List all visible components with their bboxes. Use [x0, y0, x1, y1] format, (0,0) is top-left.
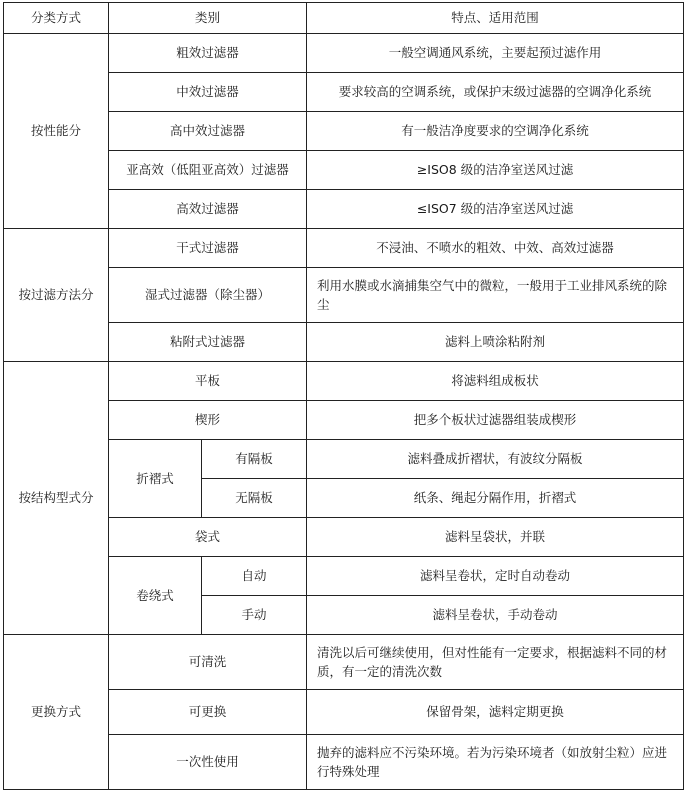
- category-cell: 高中效过滤器: [109, 112, 307, 151]
- category-cell: 高效过滤器: [109, 190, 307, 229]
- category-cell: 一次性使用: [109, 735, 307, 790]
- header-classification: 分类方式: [4, 3, 109, 34]
- header-row: [4, 3, 684, 34]
- category-cell: 卷绕式: [109, 557, 202, 635]
- feature-cell: 有一般洁净度要求的空调净化系统: [307, 112, 684, 151]
- feature-cell: 滤料叠成折褶状，有波纹分隔板: [307, 440, 684, 479]
- category-cell: 粘附式过滤器: [109, 323, 307, 362]
- feature-cell: 利用水膜或水滴捕集空气中的微粒，一般用于工业排风系统的除尘: [307, 268, 684, 323]
- feature-cell: 纸条、绳起分隔作用，折褶式: [307, 479, 684, 518]
- subcategory-cell: 手动: [202, 596, 307, 635]
- feature-cell: 要求较高的空调系统，或保护末级过滤器的空调净化系统: [307, 73, 684, 112]
- category-cell: 粗效过滤器: [109, 34, 307, 73]
- group-filter-method: 按过滤方法分: [4, 229, 109, 362]
- feature-cell: 清洗以后可继续使用，但对性能有一定要求，根据滤料不同的材质，有一定的清洗次数: [307, 635, 684, 690]
- category-cell: 袋式: [109, 518, 307, 557]
- feature-cell: 抛弃的滤料应不污染环境。若为污染环境者（如放射尘粒）应进行特殊处理: [307, 735, 684, 790]
- feature-cell: ≥ISO8 级的洁净室送风过滤: [307, 151, 684, 190]
- group-performance: 按性能分: [4, 34, 109, 229]
- feature-cell: 不浸油、不喷水的粗效、中效、高效过滤器: [307, 229, 684, 268]
- subcategory-cell: 自动: [202, 557, 307, 596]
- table-row: [4, 229, 684, 268]
- header-feature: 特点、适用范围: [307, 3, 684, 34]
- category-cell: 可清洗: [109, 635, 307, 690]
- header-category: 类别: [109, 3, 307, 34]
- category-cell: 楔形: [109, 401, 307, 440]
- feature-cell: 将滤料组成板状: [307, 362, 684, 401]
- feature-cell: 滤料呈卷状，定时自动卷动: [307, 557, 684, 596]
- subcategory-cell: 无隔板: [202, 479, 307, 518]
- category-cell: 折褶式: [109, 440, 202, 518]
- category-cell: 可更换: [109, 690, 307, 735]
- category-cell: 干式过滤器: [109, 229, 307, 268]
- feature-cell: 滤料上喷涂粘附剂: [307, 323, 684, 362]
- table-row: [4, 635, 684, 690]
- table-row: [4, 34, 684, 73]
- category-cell: 平板: [109, 362, 307, 401]
- feature-cell: ≤ISO7 级的洁净室送风过滤: [307, 190, 684, 229]
- table-row: [4, 362, 684, 401]
- filter-classification-table: [3, 2, 684, 790]
- group-replacement: 更换方式: [4, 635, 109, 790]
- category-cell: 中效过滤器: [109, 73, 307, 112]
- feature-cell: 一般空调通风系统，主要起预过滤作用: [307, 34, 684, 73]
- feature-cell: 把多个板状过滤器组装成楔形: [307, 401, 684, 440]
- subcategory-cell: 有隔板: [202, 440, 307, 479]
- category-cell: 亚高效（低阻亚高效）过滤器: [109, 151, 307, 190]
- feature-cell: 滤料呈袋状，并联: [307, 518, 684, 557]
- feature-cell: 滤料呈卷状，手动卷动: [307, 596, 684, 635]
- category-cell: 湿式过滤器（除尘器）: [109, 268, 307, 323]
- group-structure: 按结构型式分: [4, 362, 109, 635]
- feature-cell: 保留骨架，滤料定期更换: [307, 690, 684, 735]
